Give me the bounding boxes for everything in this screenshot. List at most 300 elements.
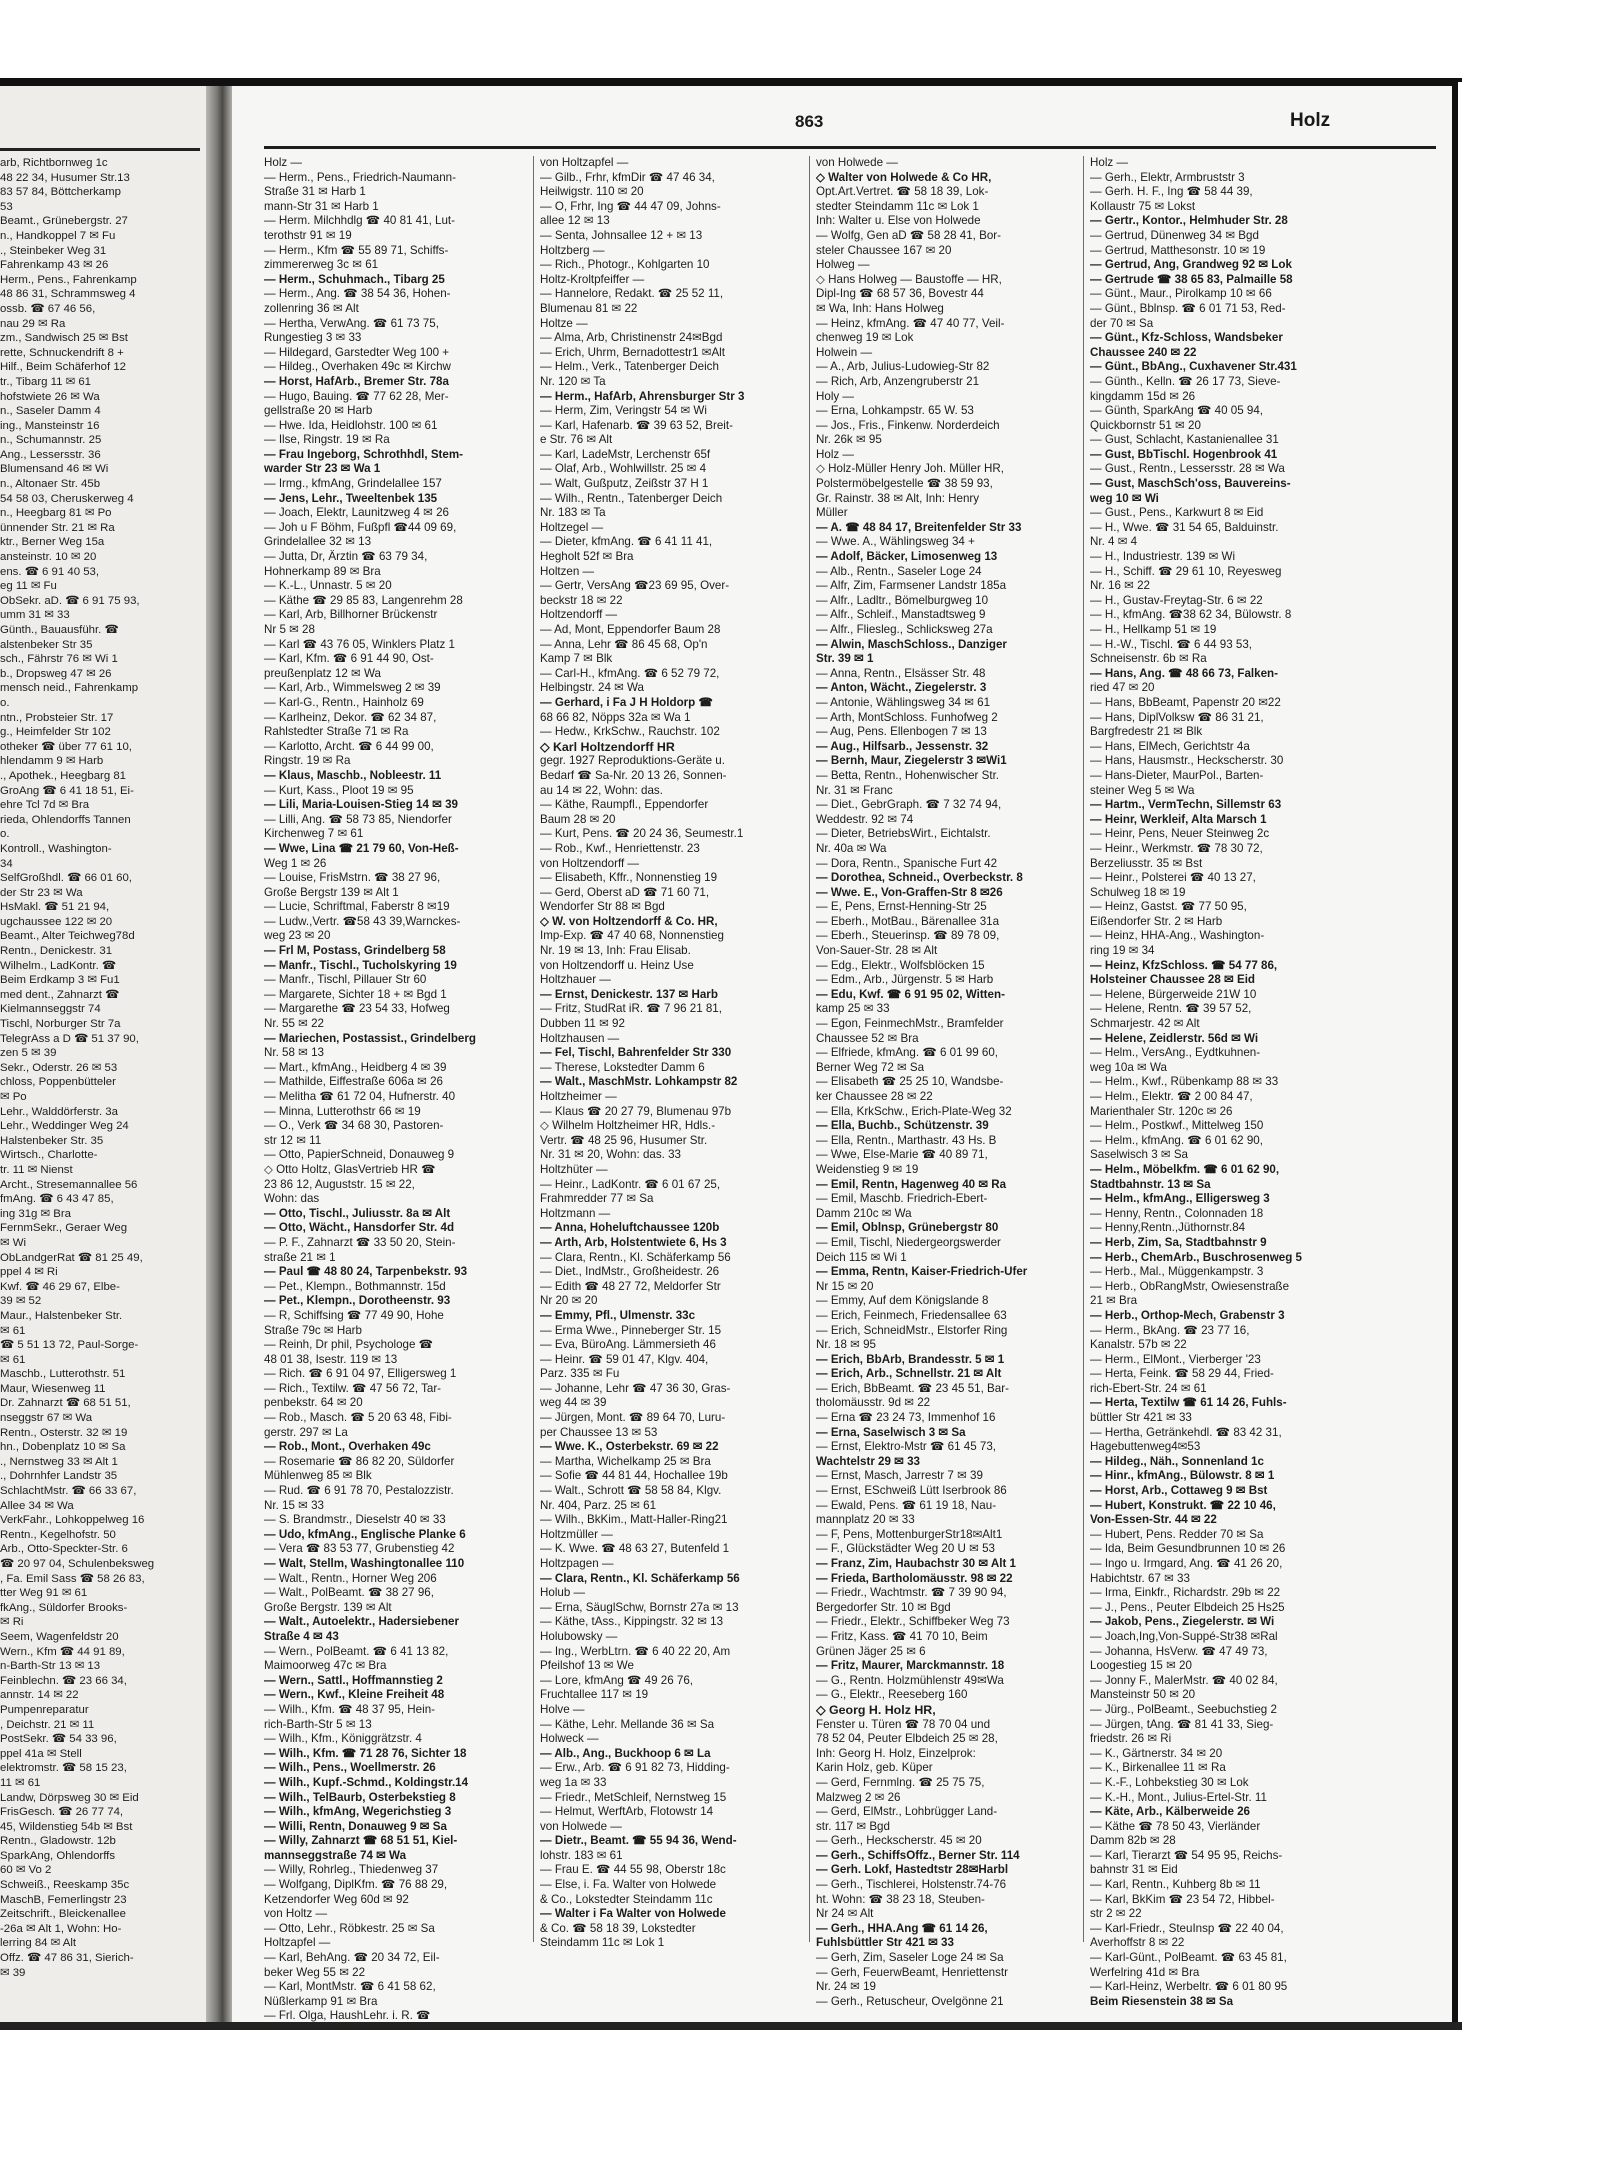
directory-entry: — Clara, Rentn., Kl. Schäferkamp 56	[540, 1250, 731, 1264]
directory-entry: Dubben 11 ✉ 92	[540, 1017, 625, 1031]
previous-page-entry: 54 58 03, Cheruskerweg 4	[0, 492, 134, 505]
directory-entry: — Käthe, Raumpfl., Eppendorfer	[540, 798, 709, 812]
previous-page-entry: ✉ 39	[0, 1966, 26, 1979]
directory-entry: Nüßlerkamp 91 ✉ Bra	[264, 1994, 378, 2008]
directory-entry: — Erw., Arb. ☎ 6 91 82 73, Hidding-	[540, 1761, 730, 1775]
directory-entry: — Karl-Heinz, Werbeltr. ☎ 6 01 80 95	[1090, 1980, 1288, 1994]
previous-page-entry: Blumensand 46 ✉ Wi	[0, 463, 109, 476]
previous-page-entry: FernmSekr., Geraer Weg	[0, 1222, 128, 1235]
previous-page-entry: ✉ Po	[0, 1091, 27, 1103]
directory-entry: — Helm., kfmAng. ☎ 6 01 62 90,	[1090, 1133, 1263, 1147]
previous-page-entry: ntn., Probsteier Str. 17	[0, 711, 114, 724]
scan-background	[1458, 82, 1600, 2177]
directory-entry: — Wolfg, Gen aD ☎ 58 28 41, Bor-	[816, 228, 1001, 242]
directory-entry: — Anton, Wächt., Ziegelerstr. 3	[816, 681, 987, 695]
directory-entry: — Karl, BkKim ☎ 23 54 72, Hibbel-	[1090, 1892, 1275, 1906]
directory-entry: Holtzen —	[540, 564, 595, 578]
directory-entry: Berzeliusstr. 35 ✉ Bst	[1090, 856, 1203, 870]
directory-entry: — Anna, Rentn., Elsässer Str. 48	[816, 666, 986, 680]
directory-entry: — Karl-Günt., PolBeamt. ☎ 63 45 81,	[1090, 1951, 1287, 1965]
directory-entry: der 70 ✉ Sa	[1090, 316, 1154, 330]
previous-page-entry: Beamt., Alter Teichweg78d	[0, 930, 135, 943]
directory-entry: — Karl, BehAng. ☎ 20 34 72, Eil-	[264, 1951, 440, 1965]
directory-entry: Chaussee 52 ✉ Bra	[816, 1031, 919, 1045]
directory-entry: Holtzpagen —	[540, 1557, 614, 1570]
directory-entry: ◇ Walter von Holwede & Co HR,	[816, 170, 992, 184]
directory-entry: — Herb., ObRangMstr, Owiesenstraße	[1090, 1279, 1290, 1293]
directory-entry: Opt.Art.Vertret. ☎ 58 18 39, Lok-	[816, 185, 989, 199]
directory-entry: — Erich, BbBeamt. ☎ 23 45 51, Bar-	[816, 1381, 1009, 1395]
directory-entry: Mansteinstr 50 ✉ 20	[1090, 1688, 1196, 1702]
previous-page-entry: Sekr., Oderstr. 26 ✉ 53	[0, 1061, 118, 1074]
directory-entry: ◇ Wilhelm Holtzheimer HR, Hdls.-	[540, 1119, 716, 1133]
previous-page-entry: fmAng. ☎ 6 43 47 85,	[0, 1193, 114, 1206]
directory-entry: — Hertha, Getränkehdl. ☎ 83 42 31,	[1090, 1425, 1282, 1439]
directory-entry: — Anna, Lehr ☎ 86 45 68, Op'n	[540, 637, 708, 651]
previous-page-entry: Landw, Dörpsweg 30 ✉ Eid	[0, 1791, 139, 1804]
directory-entry: — Karl, Tierarzt ☎ 54 95 95, Reichs-	[1090, 1848, 1283, 1862]
directory-entry: kamp 25 ✉ 33	[816, 1002, 890, 1016]
directory-entry: — Erich, SchneidMstr., Elstorfer Ring	[816, 1323, 1008, 1337]
directory-entry: — S. Brandmstr., Dieselstr 40 ✉ 33	[264, 1513, 446, 1527]
directory-entry: — Gerh., Tischlerei, Holstenstr.74-76	[816, 1878, 1007, 1892]
directory-entry: — H., kfmAng. ☎38 62 34, Bülowstr. 8	[1090, 608, 1292, 622]
directory-entry: von Holwede —	[540, 1819, 622, 1833]
directory-entry: — G., Rentn. Holzmühlenstr 49✉Wa	[816, 1673, 1004, 1687]
directory-entry: Nr. 40a ✉ Wa	[816, 841, 887, 855]
directory-entry: Holwein —	[816, 345, 873, 359]
previous-page-entry: ens. ☎ 6 91 40 53,	[0, 565, 100, 578]
directory-entry: penbekstr. 64 ✉ 20	[264, 1396, 363, 1410]
directory-entry: — Gertrud, Matthesonstr. 10 ✉ 19	[1090, 243, 1266, 257]
directory-entry: weg 1a ✉ 33	[540, 1775, 607, 1789]
directory-entry: — Friedr., Wachtmstr. ☎ 7 39 90 94,	[816, 1586, 1007, 1600]
directory-entry: ◇ Karl Holtzendorff HR	[540, 739, 675, 754]
directory-entry: — Rob., Mont., Overhaken 49c	[264, 1440, 431, 1454]
previous-page-entry: ing., Mansteinstr 16	[0, 419, 100, 432]
directory-entry: lohstr. 183 ✉ 61	[540, 1848, 623, 1862]
scan-border-bottom	[0, 2022, 1462, 2030]
directory-entry: preußenplatz 12 ✉ Wa	[264, 666, 381, 680]
directory-entry: — Wilh., Kupf.-Schmd., Koldingstr.14	[264, 1775, 469, 1789]
directory-column-3	[816, 156, 1078, 2009]
directory-entry: — Herta, Feink. ☎ 58 29 44, Fried-	[1090, 1367, 1274, 1381]
previous-page-entry: ansteinstr. 10 ✉ 20	[0, 551, 97, 564]
directory-entry: — Ella, Buchb., Schützenstr. 39	[816, 1119, 989, 1133]
directory-entry: — Gertr., Kontor., Helmhuder Str. 28	[1090, 214, 1288, 228]
directory-entry: Hagebuttenweg4✉53	[1090, 1440, 1201, 1454]
directory-entry: — Friedr., Elektr., Schiffbeker Weg 73	[816, 1615, 1010, 1629]
directory-entry: — Hubert, Pens. Redder 70 ✉ Sa	[1090, 1527, 1264, 1541]
previous-page-entry: o.	[0, 828, 10, 841]
directory-entry: bahnstr 31 ✉ Eid	[1090, 1863, 1178, 1877]
previous-page-entry: Kwf. ☎ 46 29 67, Elbe-	[0, 1280, 120, 1293]
previous-page-entry: nau 29 ✉ Ra	[0, 317, 66, 330]
previous-page-entry: 34	[0, 857, 13, 870]
directory-entry: & Co., Lokstedter Steindamm 11c	[540, 1892, 713, 1906]
previous-page-entry: SchlachtMstr. ☎ 66 33 67,	[0, 1485, 137, 1498]
directory-entry: Dipl-Ing ☎ 68 57 36, Bovestr 44	[816, 287, 984, 301]
directory-entry: — E, Pens, Ernst-Henning-Str 25	[816, 900, 987, 914]
directory-entry: — Gerh., HHA.Ang ☎ 61 14 26,	[816, 1921, 988, 1935]
directory-entry: — Erich, BbArb, Brandesstr. 5 ✉ 1	[816, 1352, 1005, 1366]
directory-entry: — Herta, Textilw ☎ 61 14 26, Fuhls-	[1090, 1396, 1287, 1410]
directory-entry: — Margarethe ☎ 23 54 33, Hofweg	[264, 1002, 450, 1016]
previous-page-entry: 48 22 34, Husumer Str.13	[0, 171, 130, 184]
directory-entry: Damm 210c ✉ Wa	[816, 1206, 912, 1220]
directory-entry: Grünen Jäger 25 ✉ 6	[816, 1644, 926, 1658]
previous-page-entry: ✉ Ri	[0, 1616, 24, 1629]
directory-entry: — Sofie ☎ 44 81 44, Hochallee 19b	[540, 1469, 728, 1483]
previous-page-entry: ObSekr. aD. ☎ 6 91 75 93,	[0, 594, 140, 607]
directory-entry: Kanalstr. 57b ✉ 22	[1090, 1338, 1187, 1352]
directory-entry: — Gust, MaschSch'oss, Bauvereins-	[1090, 477, 1291, 491]
directory-entry: Imp-Exp. ☎ 47 40 68, Nonnenstieg	[540, 929, 724, 943]
directory-entry: — Ella, Rentn., Marthastr. 43 Hs. B	[816, 1133, 997, 1147]
previous-page-entry: hlendamm 9 ✉ Harb	[0, 755, 104, 768]
directory-entry: — Karl, Hafenarb. ☎ 39 63 52, Breit-	[540, 418, 733, 432]
directory-entry: — O., Verk ☎ 34 68 30, Pastoren-	[264, 1119, 444, 1133]
directory-entry: — Gerh, Zim, Saseler Loge 24 ✉ Sa	[816, 1951, 1004, 1965]
directory-entry: Nr. 26k ✉ 95	[816, 433, 882, 447]
directory-entry: — Gust., Pens., Karkwurt 8 ✉ Eid	[1090, 506, 1264, 520]
directory-entry: — Kurt, Kass., Ploot 19 ✉ 95	[264, 783, 414, 797]
directory-entry: — Walt., Schrott ☎ 58 58 84, Klgv.	[540, 1484, 722, 1498]
directory-entry: Werfelring 41d ✉ Bra	[1090, 1965, 1200, 1979]
directory-entry: — Joh u F Böhm, Fußpfl ☎44 09 69,	[264, 520, 457, 534]
directory-entry: — Gerh, FeuerwBeamt, Henriettenstr	[816, 1965, 1009, 1979]
directory-entry: — Wwe, Else-Marie ☎ 40 89 71,	[816, 1148, 988, 1162]
directory-entry: Wohn: das	[264, 1192, 320, 1206]
previous-page-entry: Maur, Wiesenweg 11	[0, 1382, 106, 1395]
previous-page-entry: Schweiß., Reeskamp 35c	[0, 1879, 130, 1892]
previous-page-entry: Beamt., Grünebergstr. 27	[0, 215, 128, 228]
previous-page-entry: hn., Dobenplatz 10 ✉ Sa	[0, 1441, 126, 1454]
directory-entry: — Minna, Lutterothstr 66 ✉ 19	[264, 1104, 421, 1118]
previous-page-entry: rette, Schnuckendrift 8 +	[0, 346, 124, 359]
directory-entry: — Lilli, Ang. ☎ 58 73 85, Niendorfer	[264, 812, 452, 826]
previous-page-entry: Lehr., Walddörferstr. 3a	[0, 1105, 118, 1118]
directory-entry: Holtzheimer —	[540, 1090, 617, 1103]
previous-page-entry: lerring 84 ✉ Alt	[0, 1937, 77, 1950]
directory-column-2	[540, 156, 802, 1951]
previous-page-entry: umm 31 ✉ 33	[0, 609, 70, 622]
directory-entry: — Edm., Arb., Jürgenstr. 5 ✉ Harb	[816, 973, 994, 987]
directory-entry: Nr. 31 ✉ 20, Wohn: das. 33	[540, 1148, 681, 1162]
directory-entry: — Karl-G., Rentn., Hainholz 69	[264, 695, 424, 709]
directory-entry: & Co. ☎ 58 18 39, Lokstedter	[540, 1921, 696, 1935]
directory-entry: — Herm, Zim, Veringstr 54 ✉ Wi	[540, 404, 707, 418]
directory-entry: — Margarete, Sichter 18 + ✉ Bgd 1	[264, 987, 447, 1001]
directory-entry: gellstraße 20 ✉ Harb	[264, 404, 373, 418]
directory-entry: — Hubert, Konstrukt. ☎ 22 10 46,	[1090, 1498, 1276, 1512]
directory-entry: Straße 4 ✉ 43	[264, 1629, 339, 1643]
directory-entry: — Emil, Oblnsp, Grünebergstr 80	[816, 1221, 999, 1235]
directory-entry: 68 66 82, Nöpps 32a ✉ Wa 1	[540, 710, 691, 724]
directory-entry: — Walt., Rentn., Horner Weg 206	[264, 1571, 437, 1585]
directory-entry: warder Str 23 ✉ Wa 1	[264, 462, 381, 476]
directory-entry: — Joach, Elektr, Launitzweg 4 ✉ 26	[264, 506, 450, 520]
directory-entry: — Rich., Photogr., Kohlgarten 10	[540, 258, 710, 272]
directory-entry: — Ewald, Pens. ☎ 61 19 18, Nau-	[816, 1498, 997, 1512]
directory-entry: — H., Wwe. ☎ 31 54 65, Balduinstr.	[1090, 520, 1279, 534]
directory-entry: weg 44 ✉ 39	[540, 1396, 607, 1410]
directory-entry: — Ernst, Masch, Jarrestr 7 ✉ 39	[816, 1469, 983, 1483]
directory-entry: — Jonny F., MalerMstr. ☎ 40 02 84,	[1090, 1673, 1278, 1687]
directory-entry: zimmererweg 3c ✉ 61	[264, 258, 379, 272]
directory-entry: Malzweg 2 ✉ 26	[816, 1790, 901, 1804]
directory-entry: Holweck —	[540, 1732, 599, 1746]
directory-entry: Holsteiner Chaussee 28 ✉ Eid	[1090, 973, 1256, 987]
directory-entry: Berner Weg 72 ✉ Sa	[816, 1060, 925, 1074]
directory-entry: — Gerd, ElMstr., Lohbrügger Land-	[816, 1805, 998, 1819]
directory-entry: — H., Gustav-Freytag-Str. 6 ✉ 22	[1090, 593, 1263, 607]
directory-entry: — Elisabeth ☎ 25 25 10, Wandsbe-	[816, 1075, 1004, 1089]
directory-entry: rich-Barth-Str 5 ✉ 13	[264, 1717, 372, 1731]
directory-entry: Holz —	[816, 447, 855, 461]
directory-entry: — Udo, kfmAng., Englische Planke 6	[264, 1527, 466, 1541]
directory-entry: — Gust, Schlacht, Kastanienallee 31	[1090, 433, 1279, 447]
directory-entry: Nr. 58 ✉ 13	[264, 1046, 324, 1060]
directory-entry: — Jos., Fris., Finkenw. Norderdeich	[816, 418, 1000, 432]
directory-entry: — K., Birkenallee 11 ✉ Ra	[1090, 1761, 1226, 1775]
directory-entry: — Heinz, KfzSchloss. ☎ 54 77 86,	[1090, 958, 1278, 972]
previous-page-entry: Wirtsch., Charlotte-	[0, 1149, 98, 1162]
previous-page-entry: elektromstr. ☎ 58 15 23,	[0, 1762, 127, 1775]
directory-entry: — Clara, Rentn., Kl. Schäferkamp 56	[540, 1571, 740, 1585]
directory-entry: Holy —	[816, 389, 855, 403]
directory-entry: Steindamm 11c ✉ Lok 1	[540, 1936, 665, 1950]
directory-entry: chenweg 19 ✉ Lok	[816, 331, 914, 345]
previous-page-entry: n., Handkoppel 7 ✉ Fu	[0, 229, 116, 242]
directory-entry: — Herm., Kfm ☎ 55 89 71, Schiffs-	[264, 243, 449, 257]
directory-entry: Saselwisch 3 ✉ Sa	[1090, 1148, 1188, 1162]
directory-entry: friedstr. 26 ✉ Ri	[1090, 1732, 1172, 1746]
directory-entry: — Carl-H., kfmAng. ☎ 6 52 79 72,	[540, 666, 720, 680]
previous-page-entry: mensch neid., Fahrenkamp	[0, 682, 139, 695]
directory-entry: — Frau E. ☎ 44 55 98, Oberstr 18c	[540, 1863, 726, 1877]
directory-entry: — Mart., kfmAng., Heidberg 4 ✉ 39	[264, 1060, 447, 1074]
directory-entry: — Karlotto, Archt. ☎ 6 44 99 00,	[264, 739, 434, 753]
directory-entry: — A. ☎ 48 84 17, Breitenfelder Str 33	[816, 520, 1022, 534]
directory-entry: — Günt., Maur., Pirolkamp 10 ✉ 66	[1090, 287, 1272, 301]
directory-entry: — Olaf, Arb., Wohlwillstr. 25 ✉ 4	[540, 462, 707, 476]
directory-entry: Holtzendorff —	[540, 608, 618, 622]
previous-page-entry: 83 57 84, Böttcherkamp	[0, 186, 121, 199]
directory-entry: weg 10a ✉ Wa	[1090, 1060, 1167, 1074]
directory-entry: gegr. 1927 Reproduktions-Geräte u.	[540, 754, 725, 768]
previous-page-entry: ☎ 20 97 04, Schulenbeksweg	[0, 1558, 155, 1570]
directory-entry: — H.-W., Tischl. ☎ 6 44 93 53,	[1090, 637, 1252, 651]
previous-page-entry: ppel 4 ✉ Ri	[0, 1266, 58, 1279]
directory-entry: — Helene, Rentn. ☎ 39 57 52,	[1090, 1002, 1252, 1016]
directory-entry: Rungestieg 3 ✉ 33	[264, 331, 362, 345]
directory-entry: büttler Str 421 ✉ 33	[1090, 1411, 1192, 1425]
directory-entry: — Alfr., Fliesleg., Schlicksweg 27a	[816, 623, 993, 636]
directory-entry: Weg 1 ✉ 26	[264, 856, 327, 870]
previous-page-entry: rieda, Ohlendorffs Tannen	[0, 813, 131, 826]
previous-page-entry: Rentn., Gladowstr. 12b	[0, 1835, 116, 1848]
directory-entry: — Otto, Wächt., Hansdorfer Str. 4d	[264, 1221, 455, 1235]
previous-page-entry: n., Saseler Damm 4	[0, 405, 101, 418]
previous-page-entry: Kielmannseggstr 74	[0, 1003, 101, 1016]
directory-entry: — G., Elektr., Reeseberg 160	[816, 1688, 968, 1702]
directory-entry: — Emmy, Auf dem Königslande 8	[816, 1294, 989, 1308]
directory-entry: — Irma, Einkfr., Richardstr. 29b ✉ 22	[1090, 1586, 1281, 1600]
previous-page-entry: Pumpenreparatur	[0, 1703, 89, 1716]
directory-entry: von Holtz —	[264, 1907, 328, 1921]
directory-entry: Maimoorweg 47c ✉ Bra	[264, 1659, 387, 1673]
directory-entry: — Heinz, Gastst. ☎ 77 50 95,	[1090, 900, 1247, 914]
directory-entry: — Dorothea, Schneid., Overbeckstr. 8	[816, 871, 1023, 885]
previous-page-entry: Halstenbeker Str. 35	[0, 1134, 104, 1147]
directory-entry: — Helm., VersAng., Eydtkuhnen-	[1090, 1046, 1261, 1060]
directory-entry: — Käthe, tAss., Kippingstr. 32 ✉ 13	[540, 1615, 724, 1629]
directory-entry: Schulweg 18 ✉ 19	[1090, 885, 1186, 899]
directory-entry: — Jutta, Dr, Ärztin ☎ 63 79 34,	[264, 550, 428, 564]
directory-entry: — K.-L., Unnastr. 5 ✉ 20	[264, 579, 392, 593]
previous-page-entry: annstr. 14 ✉ 22	[0, 1689, 79, 1702]
previous-page-entry: ✉ 61	[0, 1324, 26, 1337]
directory-entry: — Herm. Milchhdlg ☎ 40 81 41, Lut-	[264, 214, 456, 228]
directory-entry: Nr. 31 ✉ Franc	[816, 783, 893, 797]
directory-entry: Blumenau 81 ✉ 22	[540, 301, 638, 315]
directory-entry: Holtzmüller —	[540, 1527, 613, 1541]
previous-page-entry: ppel 41a ✉ Stell	[0, 1747, 82, 1760]
directory-entry: — Hertha, VerwAng. ☎ 61 73 75,	[264, 316, 439, 330]
directory-entry: — Johanne, Lehr ☎ 47 36 30, Gras-	[540, 1381, 731, 1395]
directory-entry: — Günth., Kelln. ☎ 26 17 73, Sieve-	[1090, 374, 1281, 388]
directory-entry: Holweg —	[816, 258, 870, 272]
previous-page-entry: ✉ 61	[0, 1353, 26, 1366]
directory-entry: — Rob., Masch. ☎ 5 20 63 48, Fibi-	[264, 1411, 452, 1425]
directory-entry: — Horst, Arb., Cottaweg 9 ✉ Bst	[1090, 1484, 1268, 1498]
directory-entry: Holtzhauer —	[540, 973, 611, 987]
previous-page-entry: n., Altonaer Str. 45b	[0, 478, 101, 491]
directory-entry: — Karl-Friedr., SteuInsp ☎ 22 40 04,	[1090, 1921, 1284, 1935]
previous-page-entry: 39 ✉ 52	[0, 1295, 42, 1308]
directory-entry: stedter Steindamm 11c ✉ Lok 1	[816, 199, 979, 213]
directory-entry: — Eva, BüroAng. Lämmersieth 46	[540, 1338, 716, 1352]
previous-page-entry: TelegrAss a D ☎ 51 37 90,	[0, 1032, 139, 1045]
directory-entry: Nr. 18 ✉ 95	[816, 1338, 876, 1352]
directory-entry: — Franz, Zim, Haubachstr 30 ✉ Alt 1	[816, 1557, 1016, 1570]
previous-page-entry: Feinblechn. ☎ 23 66 34,	[0, 1674, 127, 1687]
previous-page-fragment	[0, 86, 214, 2022]
directory-entry: — Gertrud, Ang, Grandweg 92 ✉ Lok	[1090, 258, 1292, 272]
directory-entry: — K., Gärtnerstr. 34 ✉ 20	[1090, 1746, 1223, 1760]
directory-entry: Nr 20 ✉ 20	[540, 1294, 598, 1308]
directory-entry: Holtzapfel —	[264, 1936, 331, 1950]
directory-entry: — Dietr., Beamt. ☎ 55 94 36, Wend-	[540, 1834, 737, 1848]
previous-page-entry: arb, Richtbornweg 1c	[0, 157, 108, 169]
directory-entry: Eißendorfer Str. 2 ✉ Harb	[1090, 914, 1223, 928]
directory-entry: Beim Riesenstein 38 ✉ Sa	[1090, 1994, 1234, 2008]
directory-entry: — Gertrud, Dünenweg 34 ✉ Bgd	[1090, 228, 1259, 242]
directory-entry: — Fritz, Maurer, Marckmannstr. 18	[816, 1659, 1005, 1673]
previous-page-entry: FrisGesch. ☎ 26 77 74,	[0, 1806, 124, 1819]
directory-entry: — Erna, SäuglSchw, Bornstr 27a ✉ 13	[540, 1600, 739, 1614]
directory-entry: Gr. Rainstr. 38 ✉ Alt, Inh: Henry	[816, 491, 980, 505]
directory-entry: — Wolfgang, DiplKfm. ☎ 76 88 29,	[264, 1878, 448, 1892]
directory-entry: — Wilh., Rentn., Tatenberger Deich	[540, 491, 723, 505]
directory-entry: — H., Industriestr. 139 ✉ Wi	[1090, 550, 1236, 564]
directory-entry: Große Bergstr. 139 ✉ Alt	[264, 1600, 392, 1614]
directory-entry: — Günt., Bblnsp. ☎ 6 01 71 53, Red-	[1090, 301, 1286, 315]
directory-entry: rich-Ebert-Str. 24 ✉ 61	[1090, 1381, 1207, 1395]
directory-entry: — Wwe, Lina ☎ 21 79 60, Von-Heß-	[264, 841, 459, 855]
previous-page-entry: n., Schumannstr. 25	[0, 434, 102, 447]
directory-entry: — H., Schiff. ☎ 29 61 10, Reyesweg	[1090, 564, 1282, 578]
directory-entry: Nr 5 ✉ 28	[264, 623, 315, 636]
directory-entry: — O, Frhr, Ing ☎ 44 47 09, Johns-	[540, 199, 721, 213]
directory-entry: — Paul ☎ 48 80 24, Tarpenbekstr. 93	[264, 1265, 468, 1279]
previous-page-entry: Seem, Wagenfeldstr 20	[0, 1630, 119, 1643]
directory-entry: — Arth, Arb, Holstentwiete 6, Hs 3	[540, 1235, 727, 1249]
directory-entry: 21 ✉ Bra	[1090, 1294, 1138, 1308]
previous-page-entry: Kontroll., Washington-	[0, 842, 112, 855]
previous-page-entry: Rentn., Denickestr. 31	[0, 945, 113, 958]
directory-entry: — Jürgen, Mont. ☎ 89 64 70, Luru-	[540, 1411, 726, 1425]
directory-entry: — Rich., Textilw. ☎ 47 56 72, Tar-	[264, 1381, 442, 1395]
directory-entry: — Helene, Bürgerweide 21W 10	[1090, 987, 1257, 1001]
directory-entry: — Antonie, Wählingsweg 34 ✉ 61	[816, 695, 991, 709]
directory-entry: — Ing., WerbLtrn. ☎ 6 40 22 20, Am	[540, 1644, 731, 1658]
directory-entry: — Adolf, Bäcker, Limosenweg 13	[816, 550, 998, 564]
directory-entry: — Heinr., LadKontr. ☎ 6 01 67 25,	[540, 1177, 721, 1191]
directory-entry: — Ella, KrkSchw., Erich-Plate-Weg 32	[816, 1104, 1012, 1118]
directory-entry: Holve —	[540, 1702, 585, 1716]
previous-page-entry: Wilhelm., LadKontr. ☎	[0, 959, 117, 972]
directory-entry: Inh: Walter u. Else von Holwede	[816, 214, 981, 228]
directory-entry: — Helmut, WerftArb, Flotowstr 14	[540, 1805, 714, 1819]
directory-entry: Nr. 183 ✉ Ta	[540, 506, 606, 520]
directory-entry: — Rob., Kwf., Henriettenstr. 23	[540, 841, 700, 855]
directory-entry: — Heinz, kfmAng. ☎ 47 40 77, Veil-	[816, 316, 1005, 330]
previous-page-entry: otheker ☎ über 77 61 10,	[0, 740, 132, 753]
directory-entry: — Helm., Kwf., Rübenkamp 88 ✉ 33	[1090, 1075, 1279, 1089]
directory-entry: ◇ Otto Holtz, GlasVertrieb HR ☎	[264, 1162, 436, 1176]
directory-entry: — K.-H., Mont., Julius-Ertel-Str. 11	[1090, 1790, 1267, 1804]
previous-page-entry: ing 31g ✉ Bra	[0, 1207, 71, 1220]
directory-entry: steler Chaussee 167 ✉ 20	[816, 243, 952, 257]
previous-page-entry: chloss, Poppenbütteler	[0, 1076, 116, 1089]
directory-entry: Bargfredestr 21 ✉ Blk	[1090, 725, 1203, 739]
directory-entry: von Holtzendorff —	[540, 856, 640, 870]
previous-page-entry: ., Steinbeker Weg 31	[0, 244, 107, 257]
directory-entry: Holubowsky —	[540, 1629, 618, 1643]
scan-background	[0, 2030, 1600, 2177]
directory-entry: — Elisabeth, Kffr., Nonnenstieg 19	[540, 871, 718, 885]
directory-entry: — Emil, Tischl, Niedergeorgswerder	[816, 1235, 1001, 1249]
previous-page-entry: Maur., Halstenbeker Str.	[0, 1309, 123, 1322]
directory-entry: — Hildeg., Overhaken 49c ✉ Kirchw	[264, 360, 451, 374]
directory-entry: Baum 28 ✉ 20	[540, 812, 616, 826]
directory-entry: — J., Pens., Peuter Elbdeich 25 Hs25	[1090, 1600, 1285, 1614]
directory-entry: Fenster u. Türen ☎ 78 70 04 und	[816, 1717, 991, 1731]
directory-entry: — Käthe ☎ 78 50 43, Vierländer	[1090, 1819, 1261, 1833]
directory-entry: — Hwe. Ida, Heidlohstr. 100 ✉ 61	[264, 418, 438, 432]
directory-entry: von Holwede —	[816, 156, 898, 169]
directory-entry: Wachtelstr 29 ✉ 33	[816, 1454, 921, 1468]
directory-entry: Nr. 15 ✉ 33	[264, 1498, 324, 1512]
previous-page-entry: Offz. ☎ 47 86 31, Sierich-	[0, 1952, 134, 1965]
directory-entry: — Erich, Feinmech, Friedensallee 63	[816, 1308, 1007, 1322]
directory-entry: — Karl, MontMstr. ☎ 6 41 58 62,	[264, 1980, 436, 1994]
directory-entry: Bergedorfer Str. 10 ✉ Bgd	[816, 1600, 951, 1614]
directory-entry: Von-Essen-Str. 44 ✉ 22	[1090, 1513, 1217, 1527]
directory-entry: — Edg., Elektr., Wolfsblöcken 15	[816, 958, 985, 972]
